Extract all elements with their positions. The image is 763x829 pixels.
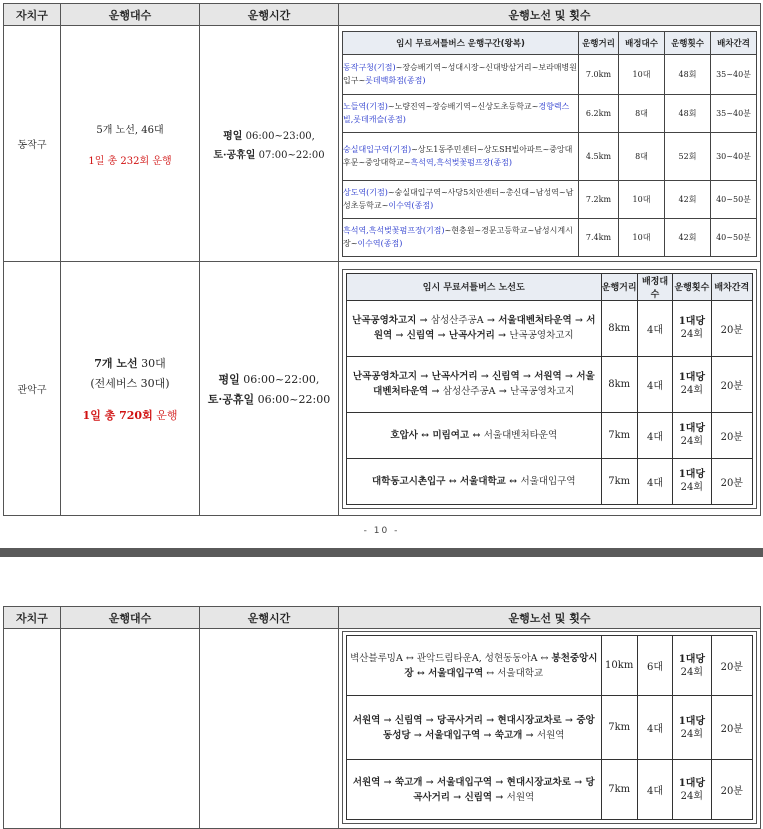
page-divider [0,548,763,557]
time-gwanak [200,262,339,516]
trip-count: 24회 [680,728,704,740]
route-text [343,218,579,256]
route-start: 노들역(기점) [343,102,388,111]
interval: 20분 [711,356,752,412]
distance: 8km [601,300,637,356]
time-holiday [200,146,338,161]
interval: 20분 [711,300,752,356]
distance: 7km [601,412,637,458]
table-row [347,300,753,356]
time-weekday [200,127,338,142]
trips [673,458,711,504]
trips: 42회 [665,180,711,218]
trips [673,696,711,760]
trips [673,412,711,458]
trips: 48회 [665,94,711,132]
buses: 10대 [619,218,665,256]
route-stop: 서원역 [506,791,535,803]
interval: 20분 [711,412,752,458]
trip-count: 24회 [680,436,704,447]
route-end: 경향렉스빌,롯데캐슬(종점) [343,102,570,124]
inner-header-title-rest: 운행구간(왕복) [464,38,525,49]
route-stop: 삼성산주공A [442,386,496,397]
route-text [347,760,602,820]
interval: 20분 [711,636,752,696]
inner-header-title-rest: 노선도 [495,283,525,293]
distance: 7.0km [579,54,619,94]
route-stop: 서원역 [536,729,565,741]
route-part: 서원역 → 신림역 → 당곡사거리 → 현대시장교차로 → 중앙동성당 → 서울대입구역 → 쑥고개 → [352,714,595,741]
per-bus: 1대당 [678,469,706,480]
table-row [347,412,753,458]
inner-header-title: 임시 무료셔틀버스 [396,38,465,49]
buses: 4대 [637,412,672,458]
inner-header-distance: 운행거리 [579,31,619,54]
route-stop: ↔ 서울대학교 [483,667,544,679]
interval: 30~40분 [711,132,757,180]
route-text [343,180,579,218]
route-part: → [495,386,511,397]
daily-total: 1일 총 232회 [88,155,150,167]
trip-count: 24회 [680,666,704,678]
route-end: 롯데백화점(종점) [365,76,426,85]
route-text [347,412,602,458]
table-row [343,94,757,132]
trip-count: 24회 [680,790,704,802]
header-routes: 운행노선 및 횟수 [339,607,761,629]
route-mid: ~현충원~경문고등학교~남성시계시장~ [343,226,573,248]
inner-header-title: 임시 무료셔틀버스 [422,283,496,293]
route-start: 상도역(기점) [343,188,388,197]
trip-count: 24회 [680,329,704,340]
per-bus: 1대당 [678,372,706,383]
page-number: - 10 - [363,526,400,536]
time-empty [200,629,339,829]
buses: 4대 [637,760,672,820]
inner-header-route [347,273,602,300]
header-routes: 운행노선 및 횟수 [339,4,761,26]
routes-gwanak-cell [339,262,761,516]
table-row [343,218,757,256]
distance: 10km [601,636,637,696]
header-time: 운행시간 [200,607,339,629]
route-start: 흑석역,흑석벚꽃펌프장(기점) [343,226,445,235]
routes-page2-frame [342,631,757,824]
routes-gwanak-frame [342,269,757,509]
buses: 4대 [637,458,672,504]
holiday-hours: 07:00~22:00 [255,149,325,161]
interval: 20분 [711,760,752,820]
holiday-hours: 06:00~22:00 [254,392,331,406]
interval: 35~40분 [711,54,757,94]
holiday-label: 토·공휴일 [213,149,256,161]
inner-header-buses: 배정대수 [637,273,672,300]
per-bus: 1대당 [678,653,706,665]
route-part: 봉천중앙시장 ↔ 서울대입구역 [404,652,598,679]
trips [673,760,711,820]
table-row [343,180,757,218]
routes-dongjak-table [342,31,757,257]
trip-count: 24회 [680,385,704,396]
route-text [347,300,602,356]
per-bus: 1대당 [678,715,706,727]
trips [673,300,711,356]
buses: 4대 [637,356,672,412]
route-part: 서원역 → 쑥고개 → 서울대입구역 → 현대시장교차로 → 당곡사거리 → 신림역 → [352,776,595,803]
buses: 6대 [637,636,672,696]
header-time: 운행시간 [200,4,339,26]
vehicles-line2 [61,152,199,167]
time-dongjak [200,26,339,262]
interval: 20분 [711,696,752,760]
distance: 7.2km [579,180,619,218]
inner-header-route [343,31,579,54]
trips: 48회 [665,54,711,94]
trip-count: 24회 [680,482,704,493]
interval: 20분 [711,458,752,504]
route-mid: ~상도1동주민센터~상도SH빌아파트~중앙대후문~중앙대학교~ [343,145,573,167]
route-end: 이수역(종점) [357,239,403,248]
weekday-label: 평일 [223,130,243,142]
time-weekday [200,371,338,387]
header-district: 자치구 [4,607,61,629]
route-part: 호압사 ↔ 미림여고 ↔ [390,429,484,441]
route-stop: 벽산블루밍A ↔ 관악드림타운A, 성현동동아A ↔ [350,652,552,664]
route-text [347,636,602,696]
buses: 4대 [637,696,672,760]
inner-header-trips: 운행횟수 [665,31,711,54]
route-mid: ~장승배기역~성대시장~신대방삼거리~보라매병원입구~ [343,63,577,85]
routes-page2-table [346,635,753,820]
weekday-hours: 06:00~22:00, [239,372,320,386]
route-count: 7개 노선 [94,356,138,370]
interval: 40~50분 [711,180,757,218]
table-row [347,696,753,760]
vehicles-gwanak [61,262,200,516]
trips: 42회 [665,218,711,256]
trips [673,636,711,696]
inner-header-interval: 배차간격 [711,273,752,300]
header-vehicles: 운행대수 [61,4,200,26]
table-row [347,458,753,504]
route-stop: 난곡공영차고지 [509,330,574,341]
holiday-label: 토·공휴일 [207,392,255,406]
daily-total-suffix: 운행 [149,155,172,167]
route-stop: 난곡공영차고지 [510,386,575,397]
route-part: 대학동고시촌입구 ↔ 서울대학교 ↔ [371,475,521,487]
route-table-page1 [3,3,761,516]
buses: 8대 [619,132,665,180]
distance: 4.5km [579,132,619,180]
route-stop: 서울대벤처타운역 [483,429,558,441]
per-bus: 1대당 [678,423,706,434]
inner-header-trips: 운행횟수 [673,273,711,300]
inner-header-interval: 배차간격 [711,31,757,54]
bus-count: 30대 [137,356,166,370]
vehicles-empty [61,629,200,829]
trips [673,356,711,412]
time-holiday [200,391,338,407]
interval: 35~40분 [711,94,757,132]
table-row [343,132,757,180]
route-text [343,94,579,132]
routes-dongjak-cell [339,26,761,262]
weekday-hours: 06:00~23:00, [242,130,315,142]
table-row [347,760,753,820]
distance: 6.2km [579,94,619,132]
route-part: → 서울대벤처타운역 → 서원역 → 신림역 → 난곡사거리 → [373,315,596,341]
routes-page2-cell [339,629,761,829]
interval: 40~50분 [711,218,757,256]
vehicles-line3 [61,407,199,423]
route-text [343,54,579,94]
distance: 7km [601,760,637,820]
daily-total-suffix: 운행 [152,408,178,422]
distance: 7.4km [579,218,619,256]
distance: 8km [601,356,637,412]
weekday-label: 평일 [218,372,240,386]
routes-gwanak-table [346,273,753,505]
buses: 10대 [619,54,665,94]
route-start: 동작구청(기점) [343,63,396,72]
route-mid: ~노량진역~장승배기역~신상도초등학교~ [387,102,539,111]
district-gwanak: 관악구 [4,262,61,516]
buses: 10대 [619,180,665,218]
route-stop: 서울대입구역 [520,475,576,487]
route-text [347,458,602,504]
daily-total: 1일 총 720회 [82,408,153,422]
buses: 4대 [637,300,672,356]
table-row [343,54,757,94]
table-row [347,636,753,696]
route-mid: ~숭실대입구역~사당5치안센터~총신대~남성역~남성초등학교~ [343,188,574,210]
route-end: 흑석역,흑석벚꽃펌프장(종점) [410,158,513,167]
route-start: 숭실대입구역(기점) [343,145,412,154]
route-part: 난곡공영차고지 → 난곡사거리 → 신림역 → 서원역 → 서울대벤처타운역 → [352,371,595,397]
inner-header-distance: 운행거리 [601,273,637,300]
inner-header-buses: 배정대수 [619,31,665,54]
vehicles-dongjak [61,26,200,262]
per-bus: 1대당 [678,316,706,327]
vehicles-line2: (전세버스 30대) [90,376,170,390]
distance: 7km [601,696,637,760]
vehicles-line1: 5개 노선, 46대 [96,124,164,136]
vehicles-line1 [61,355,199,371]
route-text [343,132,579,180]
route-stop: 삼성산주공A [430,315,484,326]
route-text [347,696,602,760]
route-text [347,356,602,412]
route-part: 난곡공영차고지 → [352,315,431,326]
table-row [347,356,753,412]
header-district: 자치구 [4,4,61,26]
district-dongjak: 동작구 [4,26,61,262]
trips: 52회 [665,132,711,180]
header-vehicles: 운행대수 [61,607,200,629]
distance: 7km [601,458,637,504]
buses: 8대 [619,94,665,132]
district-empty [4,629,61,829]
route-end: 이수역(종점) [388,201,434,210]
route-table-page2 [3,606,761,829]
per-bus: 1대당 [678,777,706,789]
